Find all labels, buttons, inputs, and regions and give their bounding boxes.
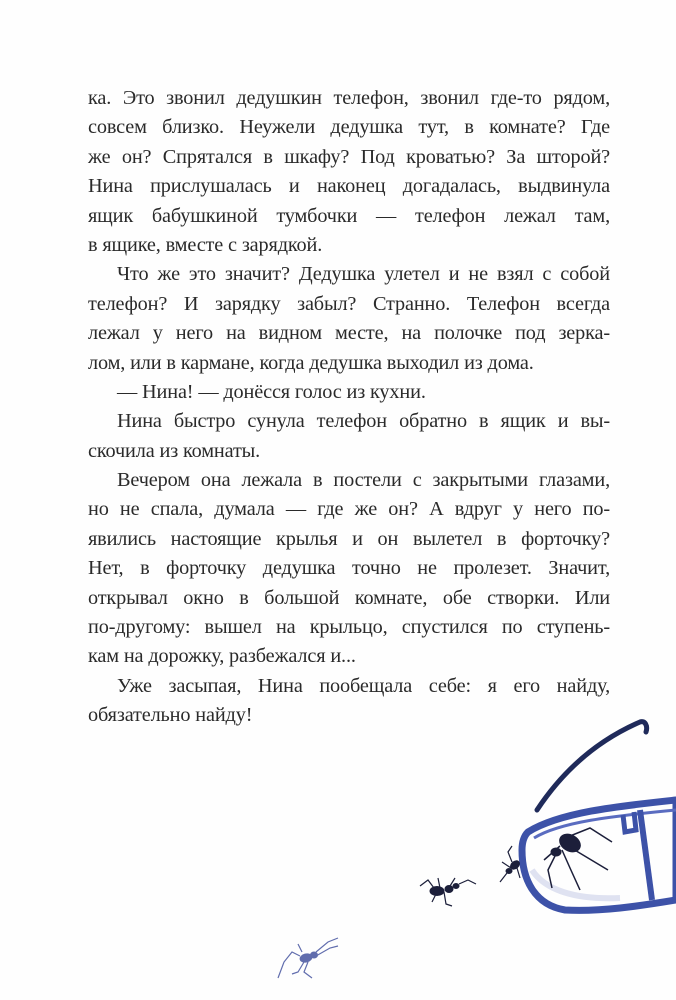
text-line: открывал окно в большой комнате, обе створки. Или <box>88 586 610 609</box>
text-line: в ящике, вместе с зарядкой. <box>88 233 323 256</box>
text-line: — Нина! — донёсся голос из кухни. <box>117 380 426 403</box>
text-line: Вечером она лежала в постели с закрытыми глазами, <box>117 469 610 492</box>
text-line: ка. Это звонил дедушкин телефон, звонил где-то рядом, <box>88 87 610 109</box>
text-line: явились настоящие крылья и он вылетел в форточку? <box>88 527 610 550</box>
text-line: же он? Спрятался в шкафу? Под кроватью? За шторой? <box>88 145 610 168</box>
text-line: телефон? И зарядку забыл? Странно. Телефон всегда <box>88 292 610 315</box>
text-line: но не спала, думала — где же он? А вдруг у него по- <box>88 498 610 521</box>
text-line: по-другому: вышел на крыльцо, спустился по ступень- <box>88 616 610 639</box>
text-line: кам на дорожку, разбежался и... <box>88 645 356 668</box>
ant-icon <box>278 938 338 978</box>
text-line: лежал у него на видном месте, на полочке под зерка- <box>88 322 610 345</box>
text-line: Уже засыпая, Нина пообещала себе: я его найду, <box>117 674 610 697</box>
eyeglasses-icon <box>522 722 676 911</box>
text-line: Нина прислушалась и наконец догадалась, выдвинула <box>88 175 610 198</box>
text-line: совсем близко. Неужели дедушка тут, в комнате? Где <box>88 116 610 139</box>
text-line: Нина быстро сунула телефон обратно в ящик и вы- <box>117 410 610 433</box>
ant-icon <box>420 878 476 906</box>
text-line: лом, или в кармане, когда дедушка выходил из дома. <box>88 351 534 374</box>
text-line: Нет, в форточку дедушка точно не пролезет. Значит, <box>88 557 610 580</box>
ant-icon <box>500 846 521 882</box>
text-line: скочила из комнаты. <box>88 439 261 462</box>
text-line: Что же это значит? Дедушка улетел и не взял с собой <box>117 263 610 286</box>
text-line: обязательно найду! <box>88 704 253 727</box>
text-line: ящик бабушкиной тумбочки — телефон лежал там, <box>88 204 610 227</box>
story-text <box>88 84 610 731</box>
ant-icon <box>544 828 612 890</box>
